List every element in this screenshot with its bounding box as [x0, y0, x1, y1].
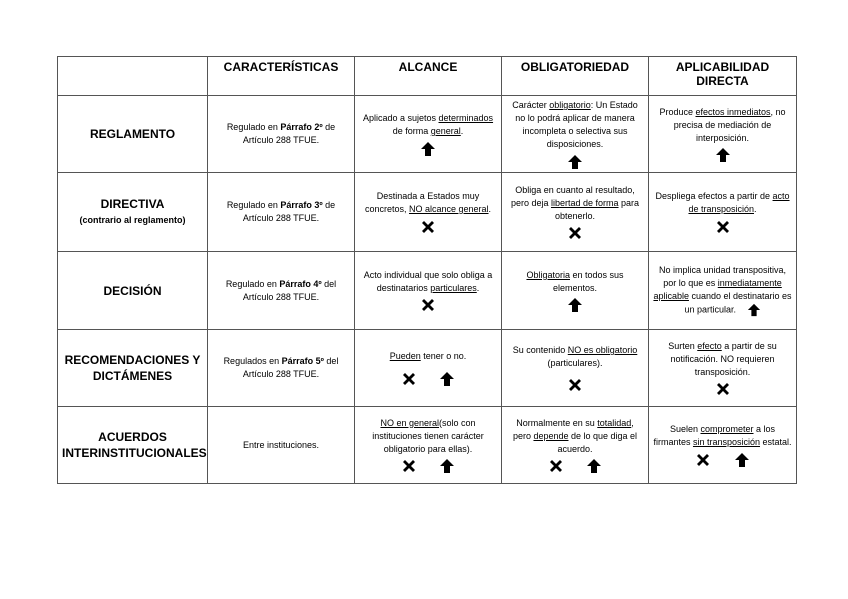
up-arrow-icon — [439, 458, 455, 474]
row-label-directiva: DIRECTIVA (contrario al reglamento) — [58, 173, 208, 252]
up-arrow-icon — [586, 458, 602, 474]
cell-caracteristicas: Entre instituciones. — [208, 407, 355, 484]
cross-icon — [420, 297, 436, 313]
row-label-decision: DECISIÓN — [58, 252, 208, 330]
cell-caracteristicas: Regulado en Párrafo 4º del Artículo 288 TFUE. — [208, 252, 355, 330]
cell-obligatoriedad: Obligatoria en todos sus elementos. — [502, 252, 649, 330]
cross-icon — [401, 371, 417, 387]
up-arrow-icon — [747, 303, 761, 317]
cross-icon — [401, 458, 417, 474]
cell-aplicabilidad: Surten efecto a partir de su notificación. NO requieren transposición. — [649, 330, 797, 407]
table-row-acuerdos — [58, 407, 797, 484]
cross-icon — [567, 377, 583, 393]
header-caracteristicas: CARACTERÍSTICAS — [208, 57, 355, 96]
cell-alcance: NO en general(solo con instituciones tienen carácter obligatorio para ellas). — [355, 407, 502, 484]
row-label-reglamento: REGLAMENTO — [58, 96, 208, 173]
cell-alcance: Pueden tener o no. — [355, 330, 502, 407]
cell-caracteristicas: Regulado en Párrafo 2º de Artículo 288 TFUE. — [208, 96, 355, 173]
header-empty — [58, 57, 208, 96]
header-row — [58, 57, 797, 96]
header-aplicabilidad: APLICABILIDAD DIRECTA — [649, 57, 797, 96]
cross-icon — [715, 219, 731, 235]
cell-alcance: Acto individual que solo obliga a destinatarios particulares. — [355, 252, 502, 330]
cell-caracteristicas: Regulados en Párrafo 5º del Artículo 288 TFUE. — [208, 330, 355, 407]
cross-icon — [567, 225, 583, 241]
up-arrow-icon — [567, 297, 583, 313]
table-row-decision — [58, 252, 797, 330]
up-arrow-icon — [734, 452, 750, 468]
row-sublabel: (contrario al reglamento) — [79, 215, 186, 225]
cross-icon — [420, 219, 436, 235]
cross-icon — [548, 458, 564, 474]
cross-icon — [715, 381, 731, 397]
up-arrow-icon — [715, 147, 731, 163]
cell-alcance: Aplicado a sujetos determinados de forma general. — [355, 96, 502, 173]
cell-aplicabilidad: Produce efectos inmediatos, no precisa de mediación de interposición. — [649, 96, 797, 173]
header-alcance: ALCANCE — [355, 57, 502, 96]
table-row-reglamento — [58, 96, 797, 173]
up-arrow-icon — [567, 154, 583, 170]
comparison-table — [57, 56, 797, 484]
cell-obligatoriedad: Obliga en cuanto al resultado, pero deja libertad de forma para obtenerlo. — [502, 173, 649, 252]
row-label-acuerdos: ACUERDOS INTERINSTITUCIONALES — [58, 407, 208, 484]
cell-aplicabilidad: Despliega efectos a partir de acto de transposición. — [649, 173, 797, 252]
cell-alcance: Destinada a Estados muy concretos, NO alcance general. — [355, 173, 502, 252]
cell-aplicabilidad: No implica unidad transpositiva, por lo que es inmediatamente aplicable cuando el destinatario es un particular. — [649, 252, 797, 330]
row-label-recomendaciones: RECOMENDACIONES Y DICTÁMENES — [58, 330, 208, 407]
up-arrow-icon — [420, 141, 436, 157]
cell-obligatoriedad: Normalmente en su totalidad, pero depende de lo que diga el acuerdo. — [502, 407, 649, 484]
header-obligatoriedad: OBLIGATORIEDAD — [502, 57, 649, 96]
cell-obligatoriedad: Carácter obligatorio: Un Estado no lo podrá aplicar de manera incompleta o selectiva sus disposiciones. — [502, 96, 649, 173]
cell-caracteristicas: Regulado en Párrafo 3º de Artículo 288 TFUE. — [208, 173, 355, 252]
up-arrow-icon — [439, 371, 455, 387]
cell-obligatoriedad: Su contenido NO es obligatorio (particulares). — [502, 330, 649, 407]
cell-aplicabilidad: Suelen comprometer a los firmantes sin transposición estatal. — [649, 407, 797, 484]
table-row-directiva — [58, 173, 797, 252]
table-row-recomendaciones — [58, 330, 797, 407]
cross-icon — [695, 452, 711, 468]
